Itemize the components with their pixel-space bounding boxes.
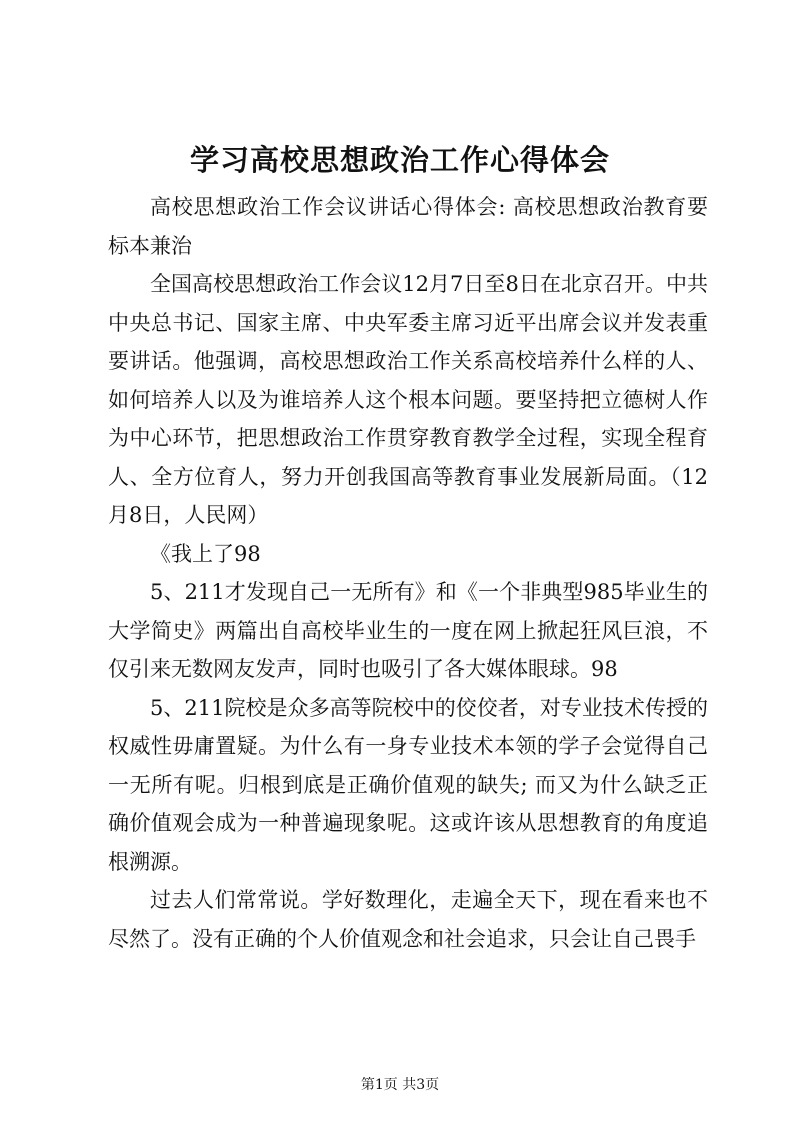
paragraph-subtitle: 高校思想政治工作会议讲话心得体会: 高校思想政治教育要标本兼治 (108, 195, 708, 258)
page-title: 学习高校思想政治工作心得体会 (189, 143, 610, 177)
document-body (108, 188, 708, 958)
page-indicator: 第1页 共3页 (360, 1077, 440, 1093)
paragraph-news: 全国高校思想政治工作会议12月7日至8日在北京召开。中共中央总书记、国家主席、中央军委主席习近平出席会议并发表重要讲话。他强调，高校思想政治工作关系高校培养什么样的人、如何培养人以及为谁培养人这个根本问题。要坚持把立德树人作为中心环节，把思想政治工作贯穿教育教学全过程，实现全程育人、全方位育人，努力开创我国高等教育事业发展新局面。（12月8日，人民网） (108, 272, 708, 527)
paragraph-values: 5、211院校是众多高等院校中的佼佼者，对专业技术传授的权威性毋庸置疑。为什么有一身专业技术本领的学子会觉得自己一无所有呢。归根到底是正确价值观的缺失; 而又为什么缺乏正确价值观会成为一种普遍现象呢。这或许该从思想教育的角度追根溯源。 (108, 695, 708, 874)
paragraph-book-title-start: 《我上了98 (150, 541, 261, 566)
paragraph-past-sayings: 过去人们常常说。学好数理化，走遍全天下，现在看来也不尽然了。没有正确的个人价值观念和社会追求，只会让自己畏手 (108, 888, 708, 951)
paragraph-book-title-rest: 5、211才发现自己一无所有》和《一个非典型985毕业生的大学简史》两篇出自高校毕业生的一度在网上掀起狂风巨浪，不仅引来无数网友发声，同时也吸引了各大媒体眼球。98 (108, 580, 708, 681)
page-footer (0, 1075, 800, 1095)
